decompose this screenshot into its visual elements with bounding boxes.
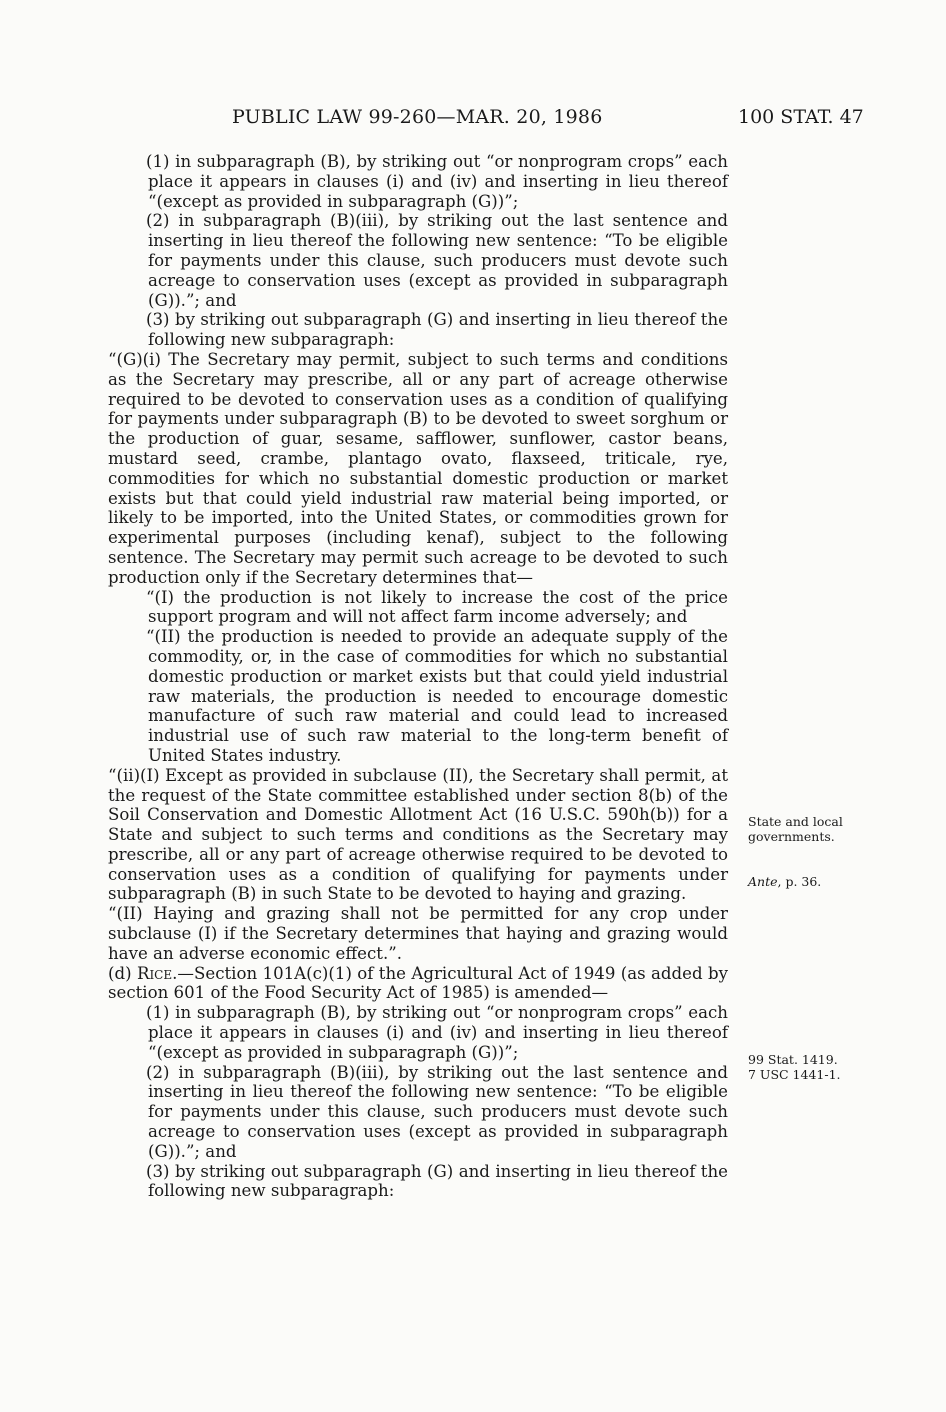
rice-amendment-item-2: (2) in subparagraph (B)(iii), by striking out the last sentence and inserting in lieu thereof the following new sentence: “To be eligible for payments under this clause, such producers must devote such acreage to conservation uses (except as provided in subparagraph (G)).”; and (146, 1062, 728, 1161)
margin-note-citations (748, 1052, 888, 1082)
margin-note-ante (748, 874, 888, 889)
law-body-text (108, 152, 728, 1201)
stat-citation: 99 Stat. 1419. (748, 1052, 838, 1067)
clause-ii-subclause-i: “(ii)(I) Except as provided in subclause (II), the Secretary shall permit, at the request of the State committee established under section 8(b) of the Soil Conservation and Domestic Allotment Act (16 U.S.C. 590h(b)) for a State and subject to such terms and conditions as the Secretary may prescribe, all or any part of acreage otherwise required to be devoted to conservation uses as a condition of qualifying for payments under subparagraph (B) in such State to be devoted to haying and grazing. (108, 765, 728, 904)
clause-ii-subclause-ii: “(II) Haying and grazing shall not be permitted for any crop under subclause (I) if the Secretary determines that haying and grazing would have an adverse economic effect.”. (108, 904, 728, 963)
amendment-item-2: (2) in subparagraph (B)(iii), by striking out the last sentence and inserting in lieu thereof the following new sentence: “To be eligible for payments under this clause, such producers must devote such acreage to conservation uses (except as provided in subparagraph (G)).”; and (146, 211, 728, 310)
margin-note-state-local (748, 814, 888, 844)
rice-amendment-item-3: (3) by striking out subparagraph (G) and inserting in lieu thereof the following new subparagraph: (146, 1161, 728, 1201)
margin-note-ante-text (748, 874, 888, 889)
section-d-rice (108, 964, 728, 1004)
usc-citation: 7 USC 1441-1. (748, 1067, 841, 1082)
rice-amendment-item-1: (1) in subparagraph (B), by striking out “or nonprogram crops” each place it appears in clauses (i) and (iv) and inserting in lieu thereof “(except as provided in subparagraph (G))”; (146, 1003, 728, 1062)
amendment-item-3: (3) by striking out subparagraph (G) and inserting in lieu thereof the following new subparagraph: (146, 310, 728, 350)
section-d-heading: Rice. (136, 963, 178, 983)
subparagraph-g-i: “(G)(i) The Secretary may permit, subject to such terms and conditions as the Secretary may prescribe, all or any part of acreage otherwise required to be devoted to conservation uses as a condition of qualifying for payments under subparagraph (B) to be devoted to sweet sorghum or the production of guar, sesame, safflower, sunflower, castor beans, mustard seed, crambe, plantago ovato, flaxseed, triticale, rye, commodities for which no substantial domestic production or market exists but that could yield industrial raw material being imported, or likely to be imported, into the United States, or commodities grown for experimental purposes (including kenaf), subject to the following sentence. The Secretary may permit such acreage to be devoted to such production only if the Secretary determines that— (108, 349, 728, 587)
page-stat-number: 100 STAT. 47 (738, 106, 864, 128)
subclause-ii: “(II) the production is needed to provide an adequate supply of the commodity, or, in the case of commodities for which no substantial domestic production or market exists but that could yield industrial raw materials, the production is needed to encourage domestic manufacture of such raw material and could lead to increased industrial use of such raw material to the long-term benefit of United States industry. (146, 627, 728, 765)
section-d-text: —Section 101A(c)(1) of the Agricultural Act of 1949 (as added by section 601 of the Food Security Act of 1985) is amended— (108, 963, 728, 1003)
amendment-item-1: (1) in subparagraph (B), by striking out “or nonprogram crops” each place it appears in clauses (i) and (iv) and inserting in lieu thereof “(except as provided in subparagraph (G))”; (146, 152, 728, 211)
ante-italic: Ante (748, 874, 778, 889)
running-head-title: PUBLIC LAW 99-260—MAR. 20, 1986 (232, 106, 603, 128)
margin-note-text: State and local governments. (748, 814, 843, 844)
ante-page: , p. 36. (777, 874, 822, 889)
section-d-label: (d) (108, 963, 137, 983)
subclause-i: “(I) the production is not likely to increase the cost of the price support program and will not affect farm income adversely; and (146, 587, 728, 627)
